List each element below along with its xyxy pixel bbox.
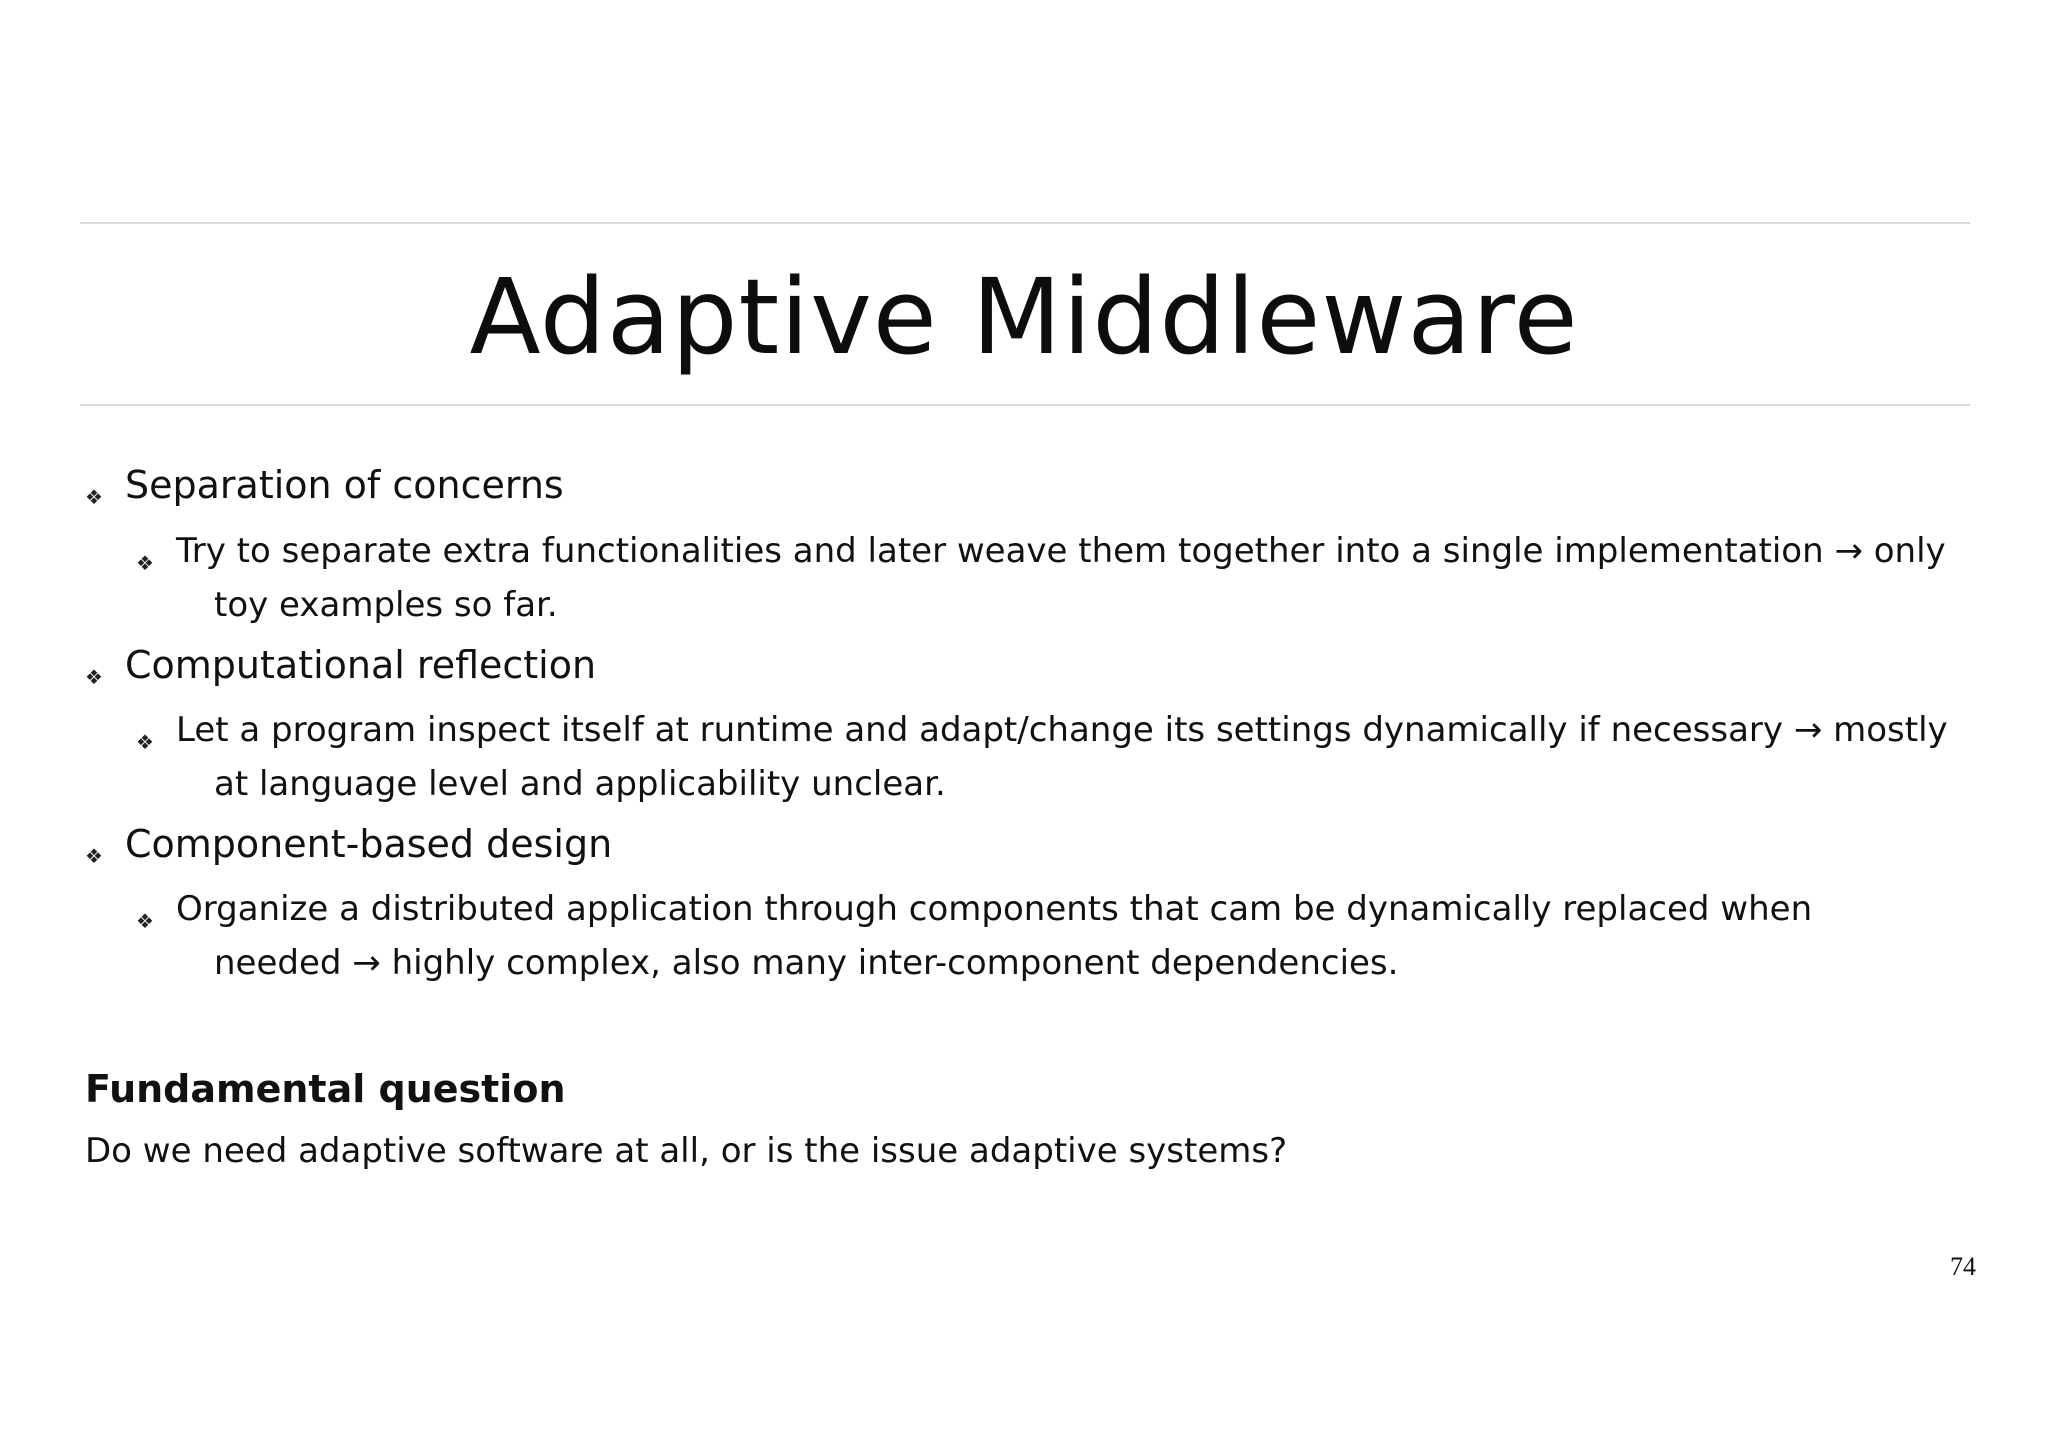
bullet-item-separation-of-concerns [85,460,564,510]
title-bottom-rule [80,404,1970,406]
sub-bullet-line: Organize a distributed application through components that cam be dynamically replaced when [176,889,1813,929]
diamond-bullet-icon: ❖ [85,844,103,868]
diamond-bullet-icon: ❖ [136,909,154,933]
sub-bullet-item [136,524,1966,632]
page-number: 74 [1950,1252,1976,1281]
diamond-bullet-icon: ❖ [85,665,103,689]
bullet-heading: Separation of concerns [125,463,564,507]
sub-bullet-line: Let a program inspect itself at runtime and adapt/change its settings dynamically if necessary → mostly [176,710,1948,750]
fundamental-question-text: Do we need adaptive software at all, or is the issue adaptive systems? [85,1131,1288,1171]
sub-bullet-item [136,703,1966,811]
diamond-bullet-icon: ❖ [85,485,103,509]
diamond-bullet-icon: ❖ [136,551,154,575]
bullet-heading: Computational reflection [125,643,597,687]
slide-title: Adaptive Middleware [469,256,1579,378]
title-top-rule [80,222,1970,224]
bullet-heading: Component-based design [125,822,613,866]
sub-bullet-item [136,882,1966,990]
sub-bullet-line: toy examples so far. [214,585,558,625]
bullet-item-computational-reflection [85,640,596,690]
bullet-item-component-based-design [85,819,612,869]
sub-bullet-line: at language level and applicability unclear. [214,764,946,804]
diamond-bullet-icon: ❖ [136,730,154,754]
fundamental-question-heading: Fundamental question [85,1067,566,1111]
sub-bullet-line: Try to separate extra functionalities and later weave them together into a single implementation → only [176,531,1946,571]
sub-bullet-line: needed → highly complex, also many inter-component dependencies. [214,943,1399,983]
